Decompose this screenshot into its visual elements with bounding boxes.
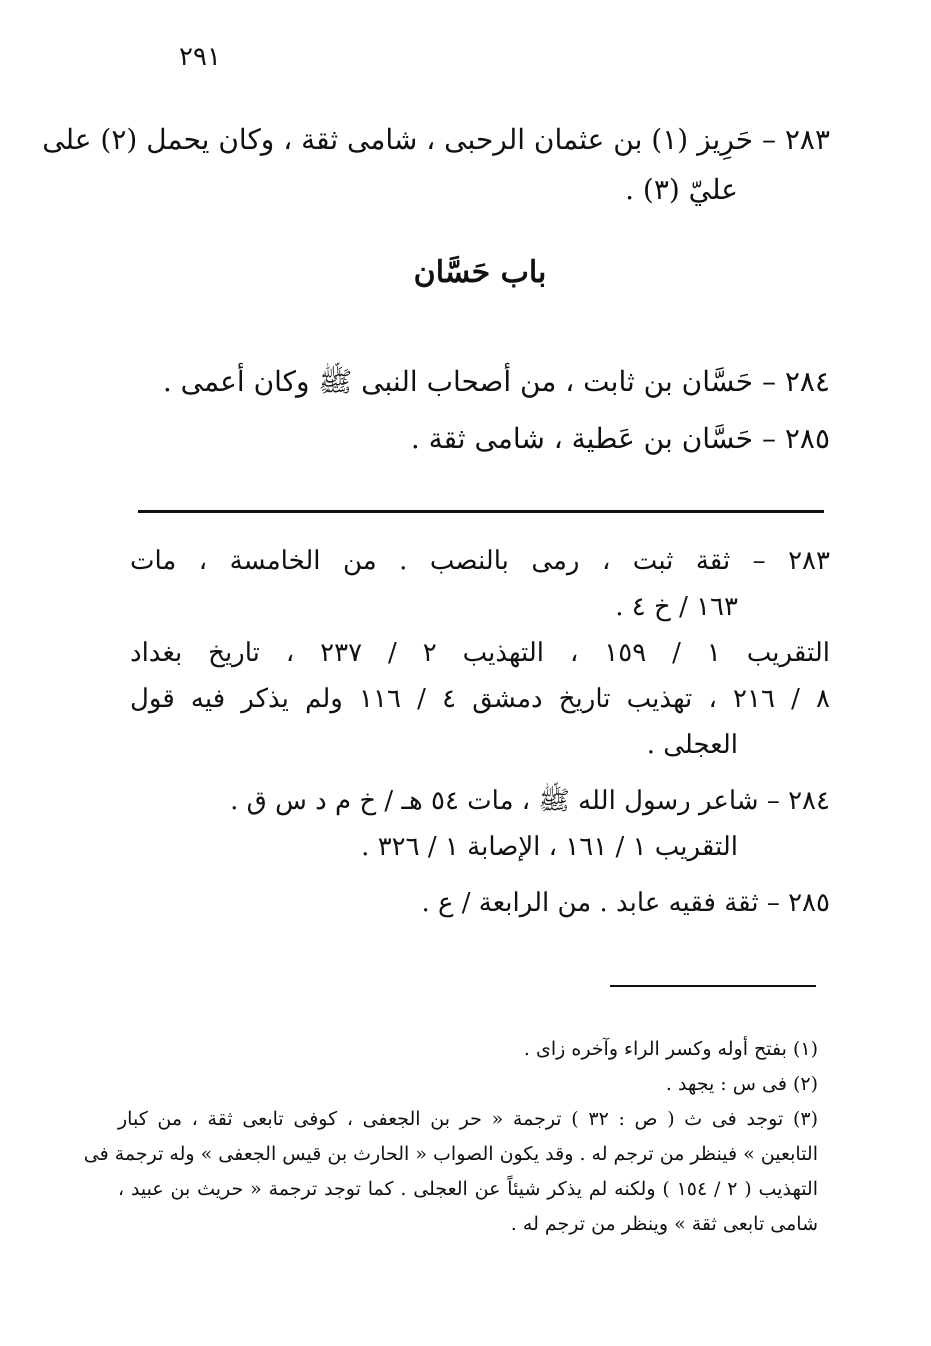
footnote-1: (١) بفتح أوله وكسر الراء وآخره زاى . bbox=[523, 1038, 818, 1060]
entry-284: ٢٨٤ – حَسَّان بن ثابت ، من أصحاب النبى ﷺ وكان أعمى . bbox=[162, 365, 830, 398]
footnote-3-line-3: التهذيب ( ٢ / ١٥٤ ) ولكنه لم يذكر شيئاً عن العجلى . كما توجد ترجمة « حريث بن عبيد ، bbox=[118, 1178, 818, 1200]
main-divider bbox=[138, 510, 824, 513]
footnote-divider bbox=[610, 985, 816, 987]
note-283-line-4: ٨ / ٢١٦ ، تهذيب تاريخ دمشق ٤ / ١١٦ ولم يذكر فيه قول bbox=[130, 684, 831, 714]
entry-283 bbox=[42, 115, 830, 215]
footnote-3-line-4: شامى تابعى ثقة » وينظر من ترجم له . bbox=[510, 1213, 818, 1235]
entry-283-line-1: ٢٨٣ – حَرِيز (١) بن عثمان الرحبى ، شامى ثقة ، وكان يحمل (٢) على bbox=[42, 123, 830, 156]
note-283-line-3: التقريب ١ / ١٥٩ ، التهذيب ٢ / ٢٣٧ ، تاريخ بغداد bbox=[130, 638, 830, 668]
entry-283-line-2: عليّ (٣) . bbox=[625, 173, 738, 206]
footnote-3-line-2: التابعين » فينظر من ترجم له . وقد يكون الصواب « الحارث بن قيس الجعفى » وله ترجمة فى bbox=[83, 1143, 818, 1165]
footnote-2: (٢) فى س : يجهد . bbox=[665, 1073, 818, 1095]
note-283-line-5: العجلى . bbox=[646, 730, 738, 760]
footnotes bbox=[83, 1032, 818, 1242]
footnote-3-line-1: (٣) توجد فى ث ( ص : ٣٢ ) ترجمة « حر بن الجعفى ، كوفى تابعى ثقة ، من كبار bbox=[118, 1108, 818, 1130]
note-284 bbox=[130, 778, 830, 870]
section-heading: باب حَسَّان bbox=[413, 255, 547, 290]
note-285 bbox=[130, 880, 830, 926]
entry-285: ٢٨٥ – حَسَّان بن عَطية ، شامى ثقة . bbox=[410, 422, 830, 455]
page-number: ٢٩١ bbox=[179, 42, 221, 72]
commentary-notes bbox=[130, 538, 830, 936]
note-283-line-2: ١٦٣ / خ ٤ . bbox=[615, 592, 738, 622]
note-284-line-1: ٢٨٤ – شاعر رسول الله ﷺ ، مات ٥٤ هـ / خ م د س ق . bbox=[230, 786, 830, 816]
note-283 bbox=[130, 538, 830, 768]
note-284-line-2: التقريب ١ / ١٦١ ، الإصابة ١ / ٣٢٦ . bbox=[361, 832, 738, 862]
note-285-line-1: ٢٨٥ – ثقة فقيه عابد . من الرابعة / ع . bbox=[421, 888, 830, 918]
note-283-line-1: ٢٨٣ – ثقة ثبت ، رمى بالنصب . من الخامسة ، مات bbox=[130, 546, 830, 576]
